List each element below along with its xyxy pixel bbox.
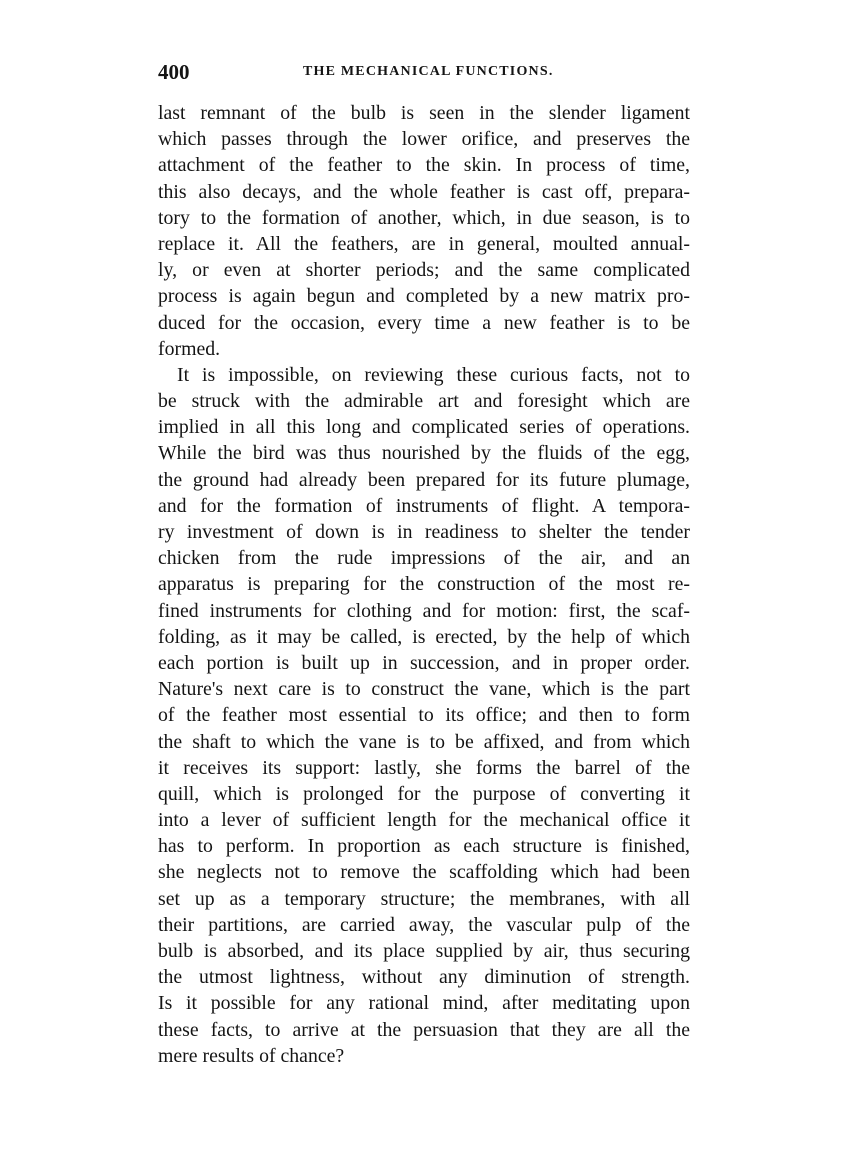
text-line: duced for the occasion, every time a new feather is to be xyxy=(158,311,690,334)
text-line: While the bird was thus nourished by the fluids of the egg, xyxy=(158,442,690,465)
text-line: which passes through the lower orifice, and preserves the xyxy=(158,128,690,151)
text-line: Nature's next care is to construct the vane, which is the part xyxy=(158,678,690,701)
text-line: be struck with the admirable art and foresight which are xyxy=(158,390,690,413)
text-line: and for the formation of instruments of flight. A tempora- xyxy=(158,494,690,517)
text-line: last remnant of the bulb is seen in the slender ligament xyxy=(158,102,690,124)
text-line: fined instruments for clothing and for motion: first, the scaf- xyxy=(158,599,690,622)
text-line: has to perform. In proportion as each structure is finished, xyxy=(158,835,690,858)
text-line: she neglects not to remove the scaffolding which had been xyxy=(158,861,690,884)
text-line: quill, which is prolonged for the purpose of converting it xyxy=(158,782,690,805)
text-line: the ground had already been prepared for its future plumage, xyxy=(158,468,690,491)
text-line: mere results of chance? xyxy=(158,1044,345,1067)
text-line: each portion is built up in succession, and in proper order. xyxy=(158,651,690,674)
running-head: THE MECHANICAL FUNCTIONS. xyxy=(303,64,554,79)
paragraph xyxy=(158,100,690,362)
text-line: replace it. All the feathers, are in general, moulted annual- xyxy=(158,232,690,255)
text-line: ly, or even at shorter periods; and the same complicated xyxy=(158,259,690,282)
text-line: process is again begun and completed by a new matrix pro- xyxy=(158,285,690,308)
text-line: the utmost lightness, without any diminution of strength. xyxy=(158,966,690,989)
page-number: 400 xyxy=(158,60,190,84)
body-text xyxy=(158,100,690,1069)
text-line: apparatus is preparing for the construction of the most re- xyxy=(158,573,690,596)
text-line: tory to the formation of another, which, in due season, is to xyxy=(158,206,690,229)
text-line: bulb is absorbed, and its place supplied by air, thus securing xyxy=(158,940,690,962)
text-line: the shaft to which the vane is to be affixed, and from which xyxy=(158,730,690,753)
text-line: their partitions, are carried away, the vascular pulp of the xyxy=(158,913,690,936)
text-line: this also decays, and the whole feather is cast off, prepara- xyxy=(158,180,690,203)
paragraph xyxy=(158,362,690,1069)
page-header xyxy=(158,60,690,88)
text-line: attachment of the feather to the skin. In process of time, xyxy=(158,154,690,177)
text-line: It is impossible, on reviewing these curious facts, not to xyxy=(177,363,690,386)
text-line: set up as a temporary structure; the membranes, with all xyxy=(158,887,690,910)
text-line: of the feather most essential to its office; and then to form xyxy=(158,704,690,727)
text-line: into a lever of sufficient length for the mechanical office it xyxy=(158,809,690,832)
text-line: it receives its support: lastly, she forms the barrel of the xyxy=(158,756,690,779)
text-line: Is it possible for any rational mind, after meditating upon xyxy=(158,992,690,1015)
text-line: chicken from the rude impressions of the air, and an xyxy=(158,547,690,570)
text-line: folding, as it may be called, is erected, by the help of which xyxy=(158,625,690,648)
text-line: implied in all this long and complicated series of operations. xyxy=(158,416,690,439)
text-line: these facts, to arrive at the persuasion that they are all the xyxy=(158,1018,690,1041)
text-line: formed. xyxy=(158,337,221,360)
text-line: ry investment of down is in readiness to shelter the tender xyxy=(158,521,690,543)
